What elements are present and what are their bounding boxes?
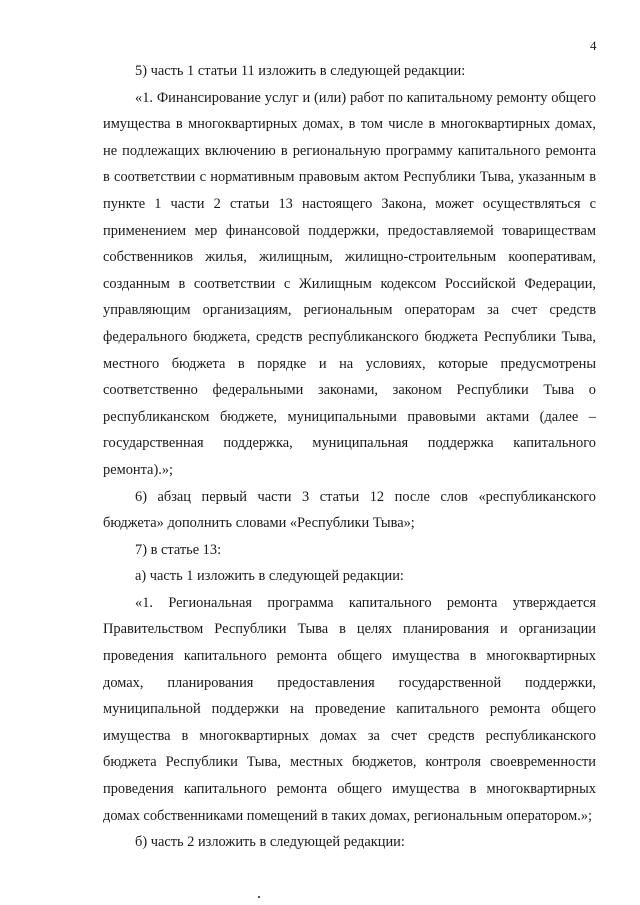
subitem-a: а) часть 1 изложить в следующей редакции:: [135, 568, 404, 585]
page-number: 4: [590, 38, 597, 53]
paragraph-item-6: 6) абзац первый части 3 статьи 12 после слов «республиканского бюджета» дополнить словами «Республики Тыва»;: [103, 488, 596, 532]
scan-artifact: [258, 896, 260, 898]
paragraph-item-5: 5) часть 1 статьи 11 изложить в следующей редакции:: [135, 63, 466, 79]
document-body: [103, 58, 596, 856]
paragraph-item-7: 7) в статье 13:: [135, 541, 222, 558]
quoted-amendment-article-11: «1. Финансирование услуг и (или) работ по капитальному ремонту общего имущества в многоквартирных домах, в том числе в многоквартирных домах, не подлежащих включению в региональную программу капитального ремонта в соответствии с нормативным правовым актом Республики Тыва, указанным в пункте 1 части 2 статьи 13 настоящего Закона, может осуществляться с применением мер финансовой поддержки, предоставляемой товариществам собственников жилья, жилищным, жилищно-строительным кооперативам, созданным в соответствии с Жилищным кодексом Российской Федерации, управляющим организациям, региональным операторам за счет средств федерального бюджета, средств республиканского бюджета Республики Тыва, местного бюджета в порядке и на условиях, которые предусмотрены соответственно федеральными законами, законом Республики Тыва о республиканском бюджете, муниципальными правовыми актами (далее – государственная поддержка, муниципальная поддержка капитального ремонта).»;: [103, 89, 596, 478]
quoted-amendment-article-13-part-1: «1. Региональная программа капитального ремонта утверждается Правительством Республики Тыва в целях планирования и организации проведения капитального ремонта общего имущества в многоквартирных домах, планирования предоставления государственной поддержки, муниципальной поддержки на проведение капитального ремонта общего имущества в многоквартирных домах за счет средств республиканского бюджета Республики Тыва, местных бюджетов, контроля своевременности проведения капитального ремонта общего имущества в многоквартирных домах собственниками помещений в таких домах, региональным оператором.»;: [103, 594, 596, 824]
subitem-b: б) часть 2 изложить в следующей редакции:: [135, 834, 405, 851]
